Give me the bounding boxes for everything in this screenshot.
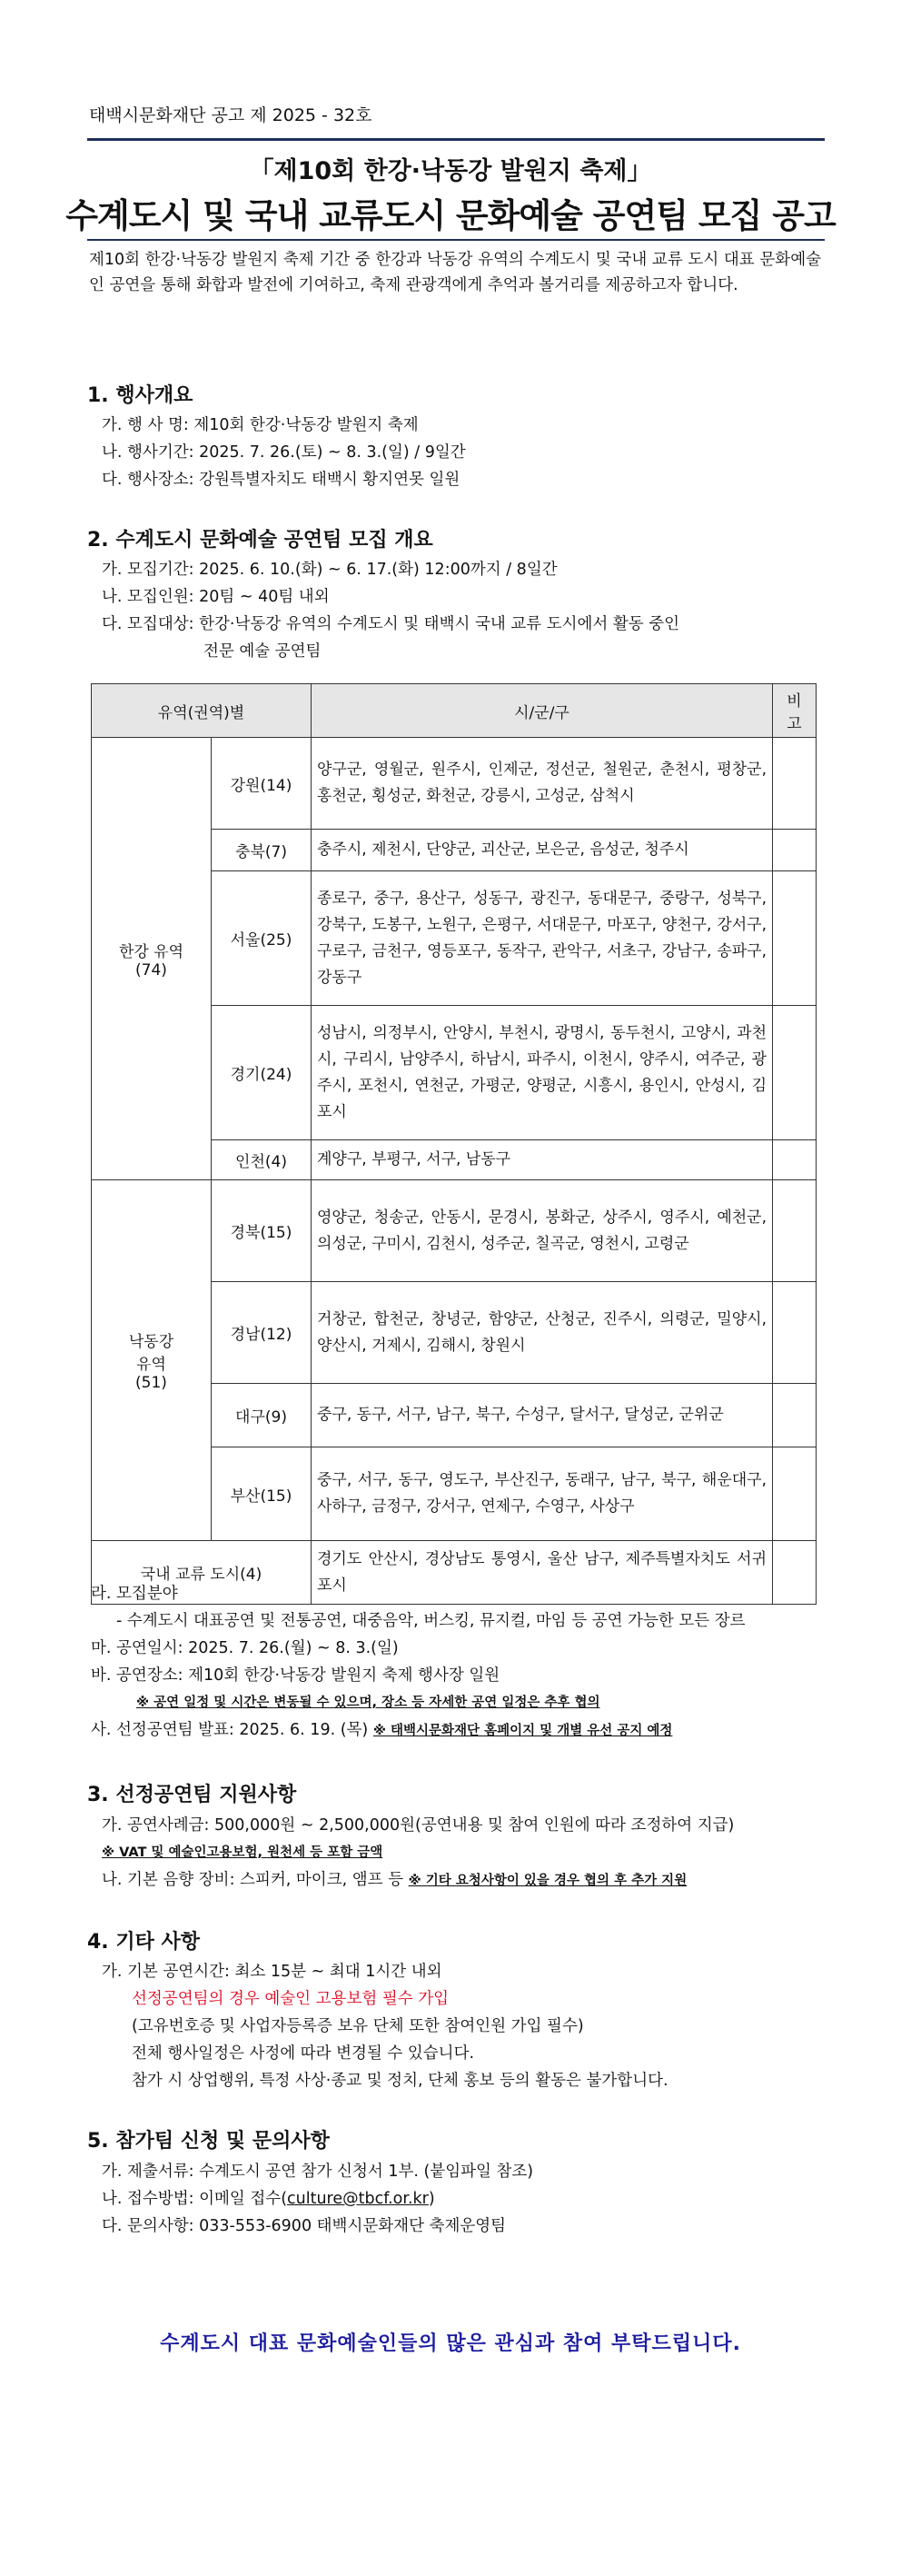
s2-item-field: 라. 모집분야 [91,1585,178,1603]
festival-subtitle: 「제10회 한강·낙동강 발원지 축제」 [249,157,652,185]
s5-item-contact: 다. 문의사항: 033-553-6900 태백시문화재단 축제운영팀 [102,2217,507,2235]
cities-cell: 중구, 동구, 서구, 남구, 북구, 수성구, 달서구, 달성군, 군위군 [312,1384,773,1447]
region-cell: 강원(14) [212,738,312,830]
cities-cell: 성남시, 의정부시, 안양시, 부천시, 광명시, 동두천시, 고양시, 과천시, 구리시, 남양주시, 하남시, 파주시, 이천시, 양주시, 여주군, 광주시, 포천시, 연천군, 가평군, 양평군, 시흥시, 용인시, 안성시, 김포시 [312,1006,773,1140]
s3-item-fee: 가. 공연사례금: 500,000원 ~ 2,500,000원(공연내용 및 참여 인원에 따라 조정하여 지급) [102,1816,735,1835]
s4-item-time: 가. 기본 공연시간: 최소 15분 ~ 최대 1시간 내외 [102,1963,442,1981]
remarks-cell [773,871,817,1006]
table-row [92,738,817,830]
section-2-heading: 2. 수계도시 문화예술 공연팀 모집 개요 [87,529,433,552]
s4-insurance-required: 선정공연팀의 경우 예술인 고용보험 필수 가입 [132,1990,450,2008]
s2-item-period: 가. 모집기간: 2025. 6. 10.(화) ~ 6. 17.(화) 12:00까지 / 8일간 [102,561,558,579]
s2-item-field-detail: - 수계도시 대표공연 및 전통공연, 대중음악, 버스킹, 뮤지컬, 마임 등 공연 가능한 모든 장르 [116,1612,746,1630]
closing-message: 수계도시 대표 문화예술인들의 많은 관심과 참여 부탁드립니다. [160,2332,741,2355]
table-row [92,1541,817,1605]
notice-number: 태백시문화재단 공고 제 2025 - 32호 [89,105,372,125]
cities-cell: 충주시, 제천시, 단양군, 괴산군, 보은군, 음성군, 청주시 [312,830,773,871]
title-rule [87,239,825,241]
s2-item-target-cont: 전문 예술 공연팀 [203,642,322,661]
remarks-cell [773,1006,817,1140]
remarks-cell [773,1541,817,1605]
cities-cell: 양구군, 영월군, 원주시, 인제군, 정선군, 철원군, 춘천시, 평창군, 홍천군, 횡성군, 화천군, 강릉시, 고성군, 삼척시 [312,738,773,830]
table-row [92,1180,817,1282]
s4-schedule-change: 전체 행사일정은 사정에 따라 변경될 수 있습니다. [132,2044,475,2063]
s3-item-equipment: 나. 기본 음향 장비: 스피커, 마이크, 앰프 등 ※ 기타 요청사항이 있을 경우 협의 후 추가 지원 [102,1871,688,1889]
s2-item-announce: 사. 선정공연팀 발표: 2025. 6. 19. (목) ※ 태백시문화재단 홈페이지 및 개별 유선 공지 예정 [91,1721,673,1739]
region-cell: 대구(9) [212,1384,312,1447]
section-4-heading: 4. 기타 사항 [87,1931,200,1954]
region-table [91,683,817,1605]
s3-fee-note: ※ VAT 및 예술인고용보험, 원천세 등 포함 금액 [102,1845,383,1860]
cities-cell: 거창군, 합천군, 창녕군, 함양군, 산청군, 진주시, 의령군, 밀양시, 양산시, 거제시, 김해시, 창원시 [312,1282,773,1384]
section-5-heading: 5. 참가팀 신청 및 문의사항 [87,2130,330,2153]
region-cell: 부산(15) [212,1447,312,1541]
remarks-cell [773,1447,817,1541]
s2-place-note: ※ 공연 일정 및 시간은 변동될 수 있으며, 장소 등 자세한 공연 일정은 추후 협의 [136,1696,600,1710]
remarks-cell [773,1180,817,1282]
han-basin-label: 한강 유역 (74) [92,738,212,1180]
intro-paragraph: 제10회 한강·낙동강 발원지 축제 기간 중 한강과 낙동강 유역의 수계도시 및 국내 교류 도시 대표 문화예술인 공연을 통해 화합과 발전에 기여하고, 축제 관광객에게 추억과 볼거리를 제공하고자 합니다. [89,251,821,294]
s3-equipment-note: ※ 기타 요청사항이 있을 경우 협의 후 추가 지원 [408,1874,688,1888]
region-cell: 인천(4) [212,1140,312,1180]
cities-cell: 종로구, 중구, 용산구, 성동구, 광진구, 동대문구, 중랑구, 성북구, 강북구, 도봉구, 노원구, 은평구, 서대문구, 마포구, 양천구, 강서구, 구로구, 금천구, 영등포구, 동작구, 관악구, 서초구, 강남구, 송파구, 강동구 [312,871,773,1006]
s2-item-count: 나. 모집인원: 20팀 ~ 40팀 내외 [102,588,330,606]
section-3-heading: 3. 선정공연팀 지원사항 [87,1784,297,1806]
nakdong-basin-label: 낙동강 유역 (51) [92,1180,212,1541]
table-header-basin: 유역(권역)별 [92,684,312,738]
notice-title: 수계도시 및 국내 교류도시 문화예술 공연팀 모집 공고 [65,196,836,235]
table-header-cities: 시/군/구 [312,684,773,738]
header-rule [87,138,825,141]
domestic-label: 국내 교류 도시(4) [92,1541,312,1605]
remarks-cell [773,1282,817,1384]
remarks-cell [773,830,817,871]
cities-cell: 계양구, 부평구, 서구, 남동구 [312,1140,773,1180]
remarks-cell [773,738,817,830]
region-cell: 경기(24) [212,1006,312,1140]
s5-item-documents: 가. 제출서류: 수계도시 공연 참가 신청서 1부. (붙임파일 참조) [102,2163,534,2181]
section-1-heading: 1. 행사개요 [87,384,193,407]
s4-insurance-detail: (고유번호증 및 사업자등록증 보유 단체 또한 참여인원 가입 필수) [132,2017,584,2035]
email-link[interactable]: culture@tbcf.or.kr [287,2190,429,2208]
region-cell: 경남(12) [212,1282,312,1384]
cities-cell: 영양군, 청송군, 안동시, 문경시, 봉화군, 상주시, 영주시, 예천군, 의성군, 구미시, 김천시, 성주군, 칠곡군, 영천시, 고령군 [312,1180,773,1282]
cities-cell: 중구, 서구, 동구, 영도구, 부산진구, 동래구, 남구, 북구, 해운대구, 사하구, 금정구, 강서구, 연제구, 수영구, 사상구 [312,1447,773,1541]
region-cell: 경북(15) [212,1180,312,1282]
region-cell: 서울(25) [212,871,312,1006]
s2-item-date: 마. 공연일시: 2025. 7. 26.(월) ~ 8. 3.(일) [91,1639,399,1657]
s5-item-method: 나. 접수방법: 이메일 접수(culture@tbcf.or.kr) [102,2190,435,2208]
cities-cell: 경기도 안산시, 경상남도 통영시, 울산 남구, 제주특별자치도 서귀포시 [312,1541,773,1605]
remarks-cell [773,1140,817,1180]
region-cell: 충북(7) [212,830,312,871]
table-header-remarks: 비 고 [773,684,817,738]
s1-item-venue: 다. 행사장소: 강원특별자치도 태백시 황지연못 일원 [102,471,460,489]
s1-item-name: 가. 행 사 명: 제10회 한강·낙동강 발원지 축제 [102,416,419,434]
remarks-cell [773,1384,817,1447]
s2-announce-note: ※ 태백시문화재단 홈페이지 및 개별 유선 공지 예정 [372,1724,673,1738]
s2-item-place: 바. 공연장소: 제10회 한강·낙동강 발원지 축제 행사장 일원 [91,1666,500,1685]
s4-prohibited: 참가 시 상업행위, 특정 사상·종교 및 정치, 단체 홍보 등의 활동은 불가합니다. [132,2072,668,2090]
s1-item-period: 나. 행사기간: 2025. 7. 26.(토) ~ 8. 3.(일) / 9일간 [102,443,466,462]
s2-item-target: 다. 모집대상: 한강·낙동강 유역의 수계도시 및 태백시 국내 교류 도시에서 활동 중인 [102,615,680,633]
